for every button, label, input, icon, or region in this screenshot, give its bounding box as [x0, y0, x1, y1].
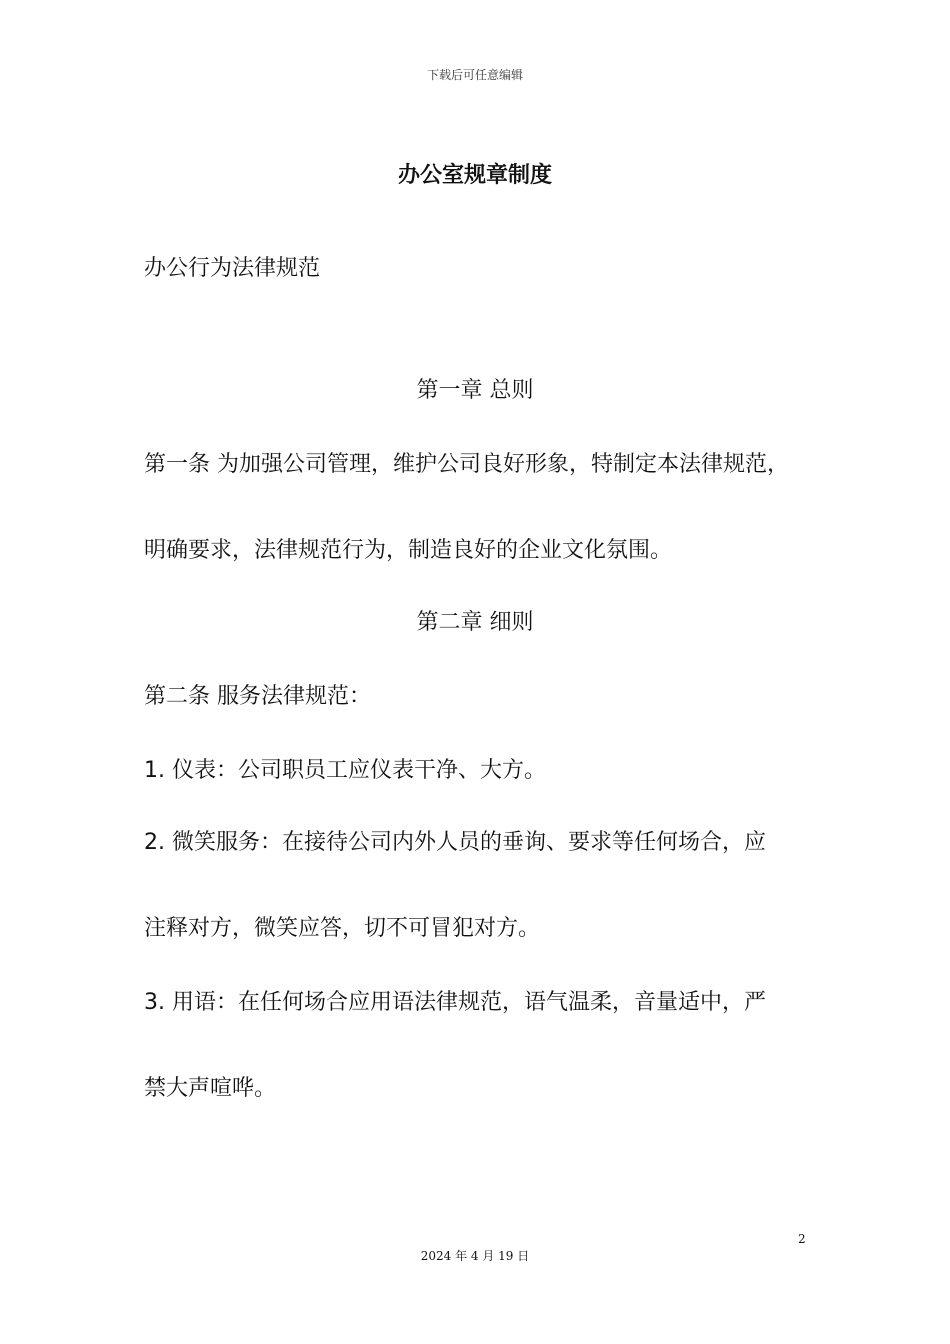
chapter-heading-1: 第一章 总则: [416, 378, 534, 403]
page-number: 2: [798, 1232, 806, 1246]
chapter-heading-2: 第二章 细则: [416, 610, 534, 635]
list-item-1: 1. 仪表：公司职员工应仪表干净、大方。: [144, 758, 546, 783]
list-item-3-line-2: 禁大声喧哗。: [144, 1076, 277, 1101]
section-subtitle: 办公行为法律规范: [144, 256, 321, 281]
article-2-heading: 第二条 服务法律规范：: [144, 684, 371, 709]
list-item-2-line-1: 2. 微笑服务：在接待公司内外人员的垂询、要求等任何场合，应: [144, 830, 766, 855]
document-title: 办公室规章制度: [397, 163, 552, 188]
list-item-3-line-1: 3. 用语：在任何场合应用语法律规范，语气温柔，音量适中，严: [144, 990, 766, 1015]
page-header: 下载后可任意编辑: [426, 68, 523, 82]
article-1-line-1: 第一条 为加强公司管理，维护公司良好形象，特制定本法律规范，: [144, 452, 789, 477]
list-item-2-line-2: 注释对方，微笑应答，切不可冒犯对方。: [144, 916, 541, 941]
footer-date: 2024 年 4 月 19 日: [420, 1249, 530, 1263]
article-1-line-2: 明确要求，法律规范行为，制造良好的企业文化氛围。: [144, 538, 673, 563]
